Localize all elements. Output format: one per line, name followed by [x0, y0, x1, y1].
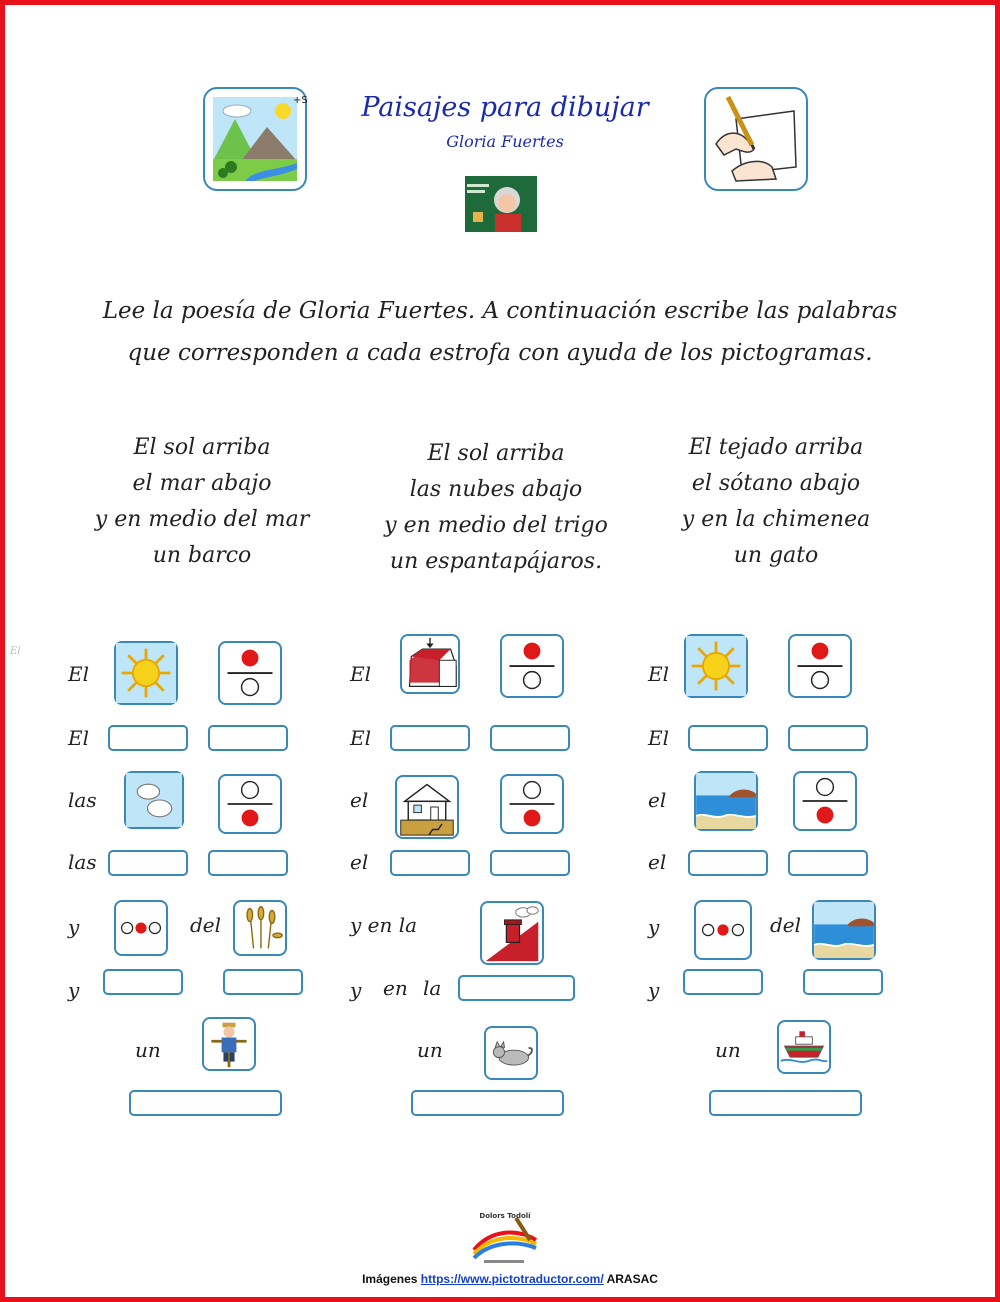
- ex1-row4-word: las: [68, 850, 97, 874]
- boat-icon: [777, 1020, 831, 1074]
- ex2-row6-y: y: [350, 978, 362, 1002]
- author-portrait: [465, 176, 537, 232]
- up-position-icon: [218, 641, 282, 705]
- ex2-row5-word: y en la: [350, 913, 418, 937]
- instructions: [40, 290, 960, 374]
- ex3-answer-1a[interactable]: [688, 725, 768, 751]
- ex2-row6-la: la: [423, 976, 442, 1000]
- ex1-row6-word: y: [68, 978, 80, 1002]
- ex2-answer-2b[interactable]: [490, 850, 570, 876]
- poem-line: El tejado arriba: [688, 435, 864, 460]
- roof-icon: [400, 634, 460, 694]
- ex1-answer-2b[interactable]: [208, 850, 288, 876]
- margin-mark: El: [10, 646, 21, 657]
- ex2-answer-1a[interactable]: [390, 725, 470, 751]
- down-position-icon: [218, 774, 282, 834]
- ex2-row2-word: El: [350, 726, 371, 750]
- ex2-row3-word: el: [350, 788, 369, 812]
- ex2-row1-word: El: [350, 662, 371, 686]
- pictotraductor-link[interactable]: https://www.pictotraductor.com/: [420, 1272, 604, 1286]
- sea-icon: [812, 900, 876, 960]
- poem-line: y en medio del mar: [94, 507, 310, 532]
- ex1-answer-1a[interactable]: [108, 725, 188, 751]
- poem-line: el sótano abajo: [691, 471, 861, 496]
- footer-credits: [300, 1272, 720, 1286]
- ex1-row3-word: las: [68, 788, 97, 812]
- poem-line: un gato: [733, 543, 819, 568]
- up-position-icon: [788, 634, 852, 698]
- instructions-line-2: que corresponden a cada estrofa con ayuda de los pictogramas.: [127, 340, 873, 366]
- ex2-row6-en: en: [383, 976, 408, 1000]
- sun-icon: [684, 634, 748, 698]
- landscape-picture: [203, 87, 307, 191]
- ex1-un-word: un: [135, 1038, 161, 1062]
- clouds-icon: [124, 771, 184, 829]
- ex1-answer-2a[interactable]: [108, 850, 188, 876]
- svg-text:+S: +S: [293, 95, 308, 106]
- ex3-row6-word: y: [648, 978, 660, 1002]
- ex2-answer-2a[interactable]: [390, 850, 470, 876]
- ex1-answer-4[interactable]: [129, 1090, 282, 1116]
- writing-hand-picture: [704, 87, 808, 191]
- ex2-answer-3[interactable]: [458, 975, 575, 1001]
- ex2-row4-word: el: [350, 850, 369, 874]
- ex3-row5-del: del: [770, 913, 802, 937]
- poem-3: [626, 430, 926, 574]
- poem-line: El sol arriba: [427, 441, 565, 466]
- footer-prefix: Imágenes: [362, 1272, 418, 1286]
- ex3-row3-word: el: [648, 788, 667, 812]
- ex1-answer-1b[interactable]: [208, 725, 288, 751]
- ex3-answer-3b[interactable]: [803, 969, 883, 995]
- wheat-icon: [233, 900, 287, 956]
- poem-line: un espantapájaros.: [389, 549, 603, 574]
- ex3-un-word: un: [715, 1038, 741, 1062]
- instructions-line-1: Lee la poesía de Gloria Fuertes. A continuación escribe las palabras: [102, 298, 898, 324]
- down-position-icon: [500, 774, 564, 834]
- sea-icon: [694, 771, 758, 831]
- poem-line: el mar abajo: [132, 471, 272, 496]
- down-position-icon: [793, 771, 857, 831]
- ex3-answer-2a[interactable]: [688, 850, 768, 876]
- ex1-answer-3b[interactable]: [223, 969, 303, 995]
- ex1-answer-3a[interactable]: [103, 969, 183, 995]
- logo-text: Dolors Todolí: [479, 1212, 531, 1220]
- page-author: Gloria Fuertes: [446, 132, 564, 151]
- chimney-icon: [480, 901, 544, 965]
- ex2-un-word: un: [417, 1038, 443, 1062]
- ex2-answer-4[interactable]: [411, 1090, 564, 1116]
- ex3-answer-3a[interactable]: [683, 969, 763, 995]
- cat-icon: [484, 1026, 538, 1080]
- ex3-row5-word: y: [648, 915, 660, 939]
- poem-line: y en medio del trigo: [384, 513, 608, 538]
- poem-line: las nubes abajo: [409, 477, 583, 502]
- ex1-row2-word: El: [68, 726, 89, 750]
- middle-position-icon: [694, 900, 752, 960]
- middle-position-icon: [114, 900, 168, 956]
- basement-house-icon: [395, 775, 459, 839]
- page-title: Paisajes para dibujar: [361, 92, 649, 123]
- ex3-answer-2b[interactable]: [788, 850, 868, 876]
- scarecrow-icon: [202, 1017, 256, 1071]
- poem-line: y en la chimenea: [681, 507, 871, 532]
- poem-line: un barco: [152, 543, 252, 568]
- ex1-row1-word: El: [68, 662, 89, 686]
- poem-line: El sol arriba: [133, 435, 271, 460]
- poem-1: [52, 430, 352, 574]
- ex3-answer-4[interactable]: [709, 1090, 862, 1116]
- footer-suffix: ARASAC: [606, 1272, 658, 1286]
- ex3-row2-word: El: [648, 726, 669, 750]
- ex3-row1-word: El: [648, 662, 669, 686]
- ex3-row4-word: el: [648, 850, 667, 874]
- ex1-row5-word: y: [68, 915, 80, 939]
- ex1-row5-del: del: [190, 913, 222, 937]
- sun-icon: [114, 641, 178, 705]
- up-position-icon: [500, 634, 564, 698]
- poem-2: [346, 436, 646, 580]
- ex3-answer-1b[interactable]: [788, 725, 868, 751]
- ex2-answer-1b[interactable]: [490, 725, 570, 751]
